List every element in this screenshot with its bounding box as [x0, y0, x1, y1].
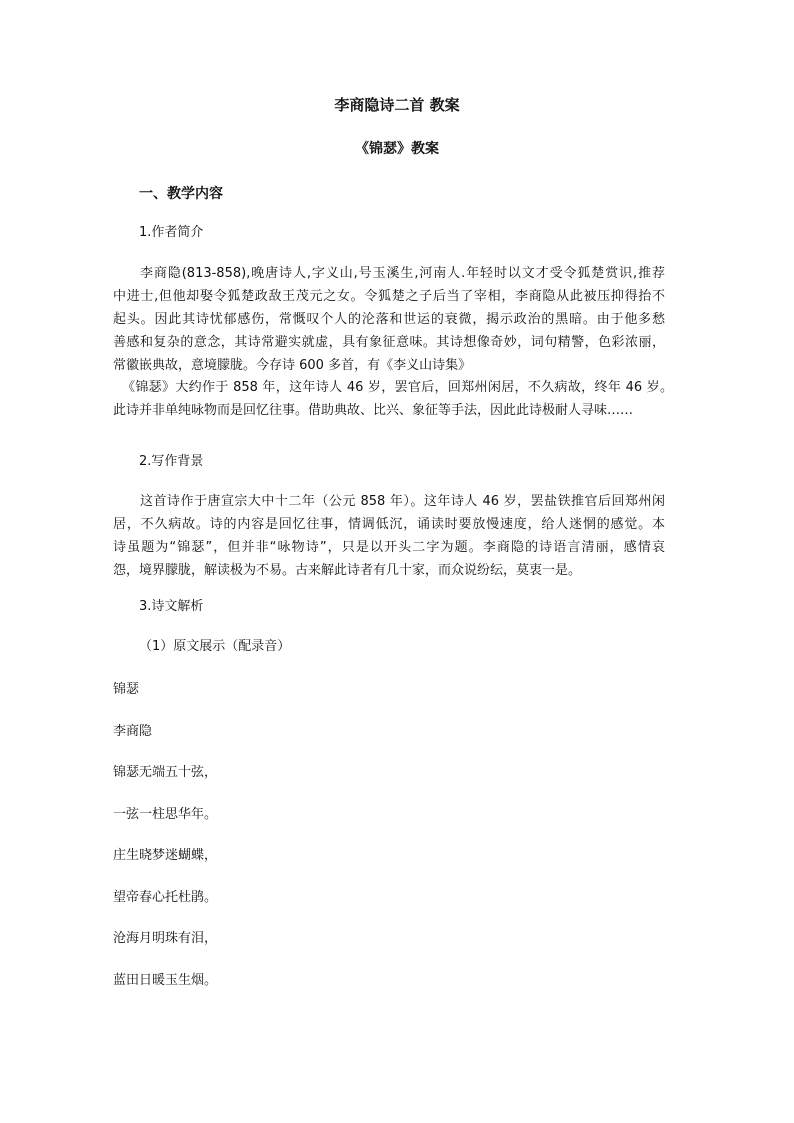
- poem-line: 望帝春心托杜鹃。: [113, 890, 218, 905]
- poem-summary-paragraph: [113, 376, 673, 422]
- lesson-plan-subtitle: 《锦瑟》教案: [355, 141, 439, 157]
- paragraph-line: 诗虽题为“锦瑟”，但并非“咏物诗”，只是以开头二字为题。李商隐的诗语言清丽，感情哀: [113, 540, 665, 555]
- poem-line: 一弦一柱思华年。: [113, 807, 218, 822]
- paragraph-line: 起头。因此其诗忧郁感伤，常慨叹个人的沦落和世运的衰微，揭示政治的黑暗。由于他多愁: [113, 312, 665, 327]
- paragraph-line: 怨，境界朦胧，解读极为不易。古来解此诗者有几十家，而众说纷纭，莫衷一是。: [113, 563, 582, 578]
- paragraph-line: 常徽嵌典故，意境朦胧。今存诗 600 多首，有《李义山诗集》: [113, 358, 472, 373]
- paragraph-line: 居，不久病故。诗的内容是回忆往事，情调低沉，诵读时要放慢速度，给人迷惘的感觉。本: [113, 517, 665, 532]
- poem-line: 锦瑟无端五十弦，: [113, 765, 218, 780]
- author-intro-paragraph: [113, 262, 665, 377]
- poem-line: 蓝田日暖玉生烟。: [113, 973, 218, 988]
- poem-line: 沧海月明珠有泪，: [113, 931, 218, 946]
- poem-line: 庄生晓梦迷蝴蝶，: [113, 848, 218, 863]
- paragraph-line: 《锦瑟》大约作于 858 年，这年诗人 46 岁，罢官后，回郑州闲居，不久病故，终年 46 岁。: [122, 380, 673, 395]
- paragraph-line: 此诗并非单纯咏物而是回忆往事。借助典故、比兴、象征等手法，因此此诗极耐人寻味……: [113, 403, 634, 418]
- paragraph-line: 善感和复杂的意念，其诗常避实就虚，具有象征意味。其诗想像奇妙，词句精警，色彩浓丽，: [113, 335, 665, 350]
- subsection-writing-background: 2.写作背景: [139, 454, 204, 469]
- background-paragraph: [113, 490, 665, 582]
- subsection-author-intro: 1.作者简介: [139, 225, 204, 240]
- poem-author: 李商隐: [113, 724, 153, 739]
- document-title: 李商隐诗二首 教案: [334, 96, 460, 114]
- paragraph-line: 李商隐(813-858),晚唐诗人,字义山,号玉溪生,河南人.年轻时以文才受令狐楚赏识,推荐: [140, 266, 665, 281]
- subsection-poem-analysis: 3.诗文解析: [139, 599, 204, 614]
- paragraph-line: 中进士,但他却娶令狐楚政敌王茂元之女。令狐楚之子后当了宰相，李商隐从此被压抑得抬不: [113, 289, 665, 304]
- poem-title: 锦瑟: [113, 682, 140, 697]
- paragraph-line: 这首诗作于唐宣宗大中十二年（公元 858 年）。这年诗人 46 岁，罢盐铁推官后回郑州闲: [140, 494, 665, 509]
- section-heading-teaching-content: 一、教学内容: [139, 186, 223, 202]
- subsection-original-text: （1）原文展示（配录音）: [139, 639, 291, 654]
